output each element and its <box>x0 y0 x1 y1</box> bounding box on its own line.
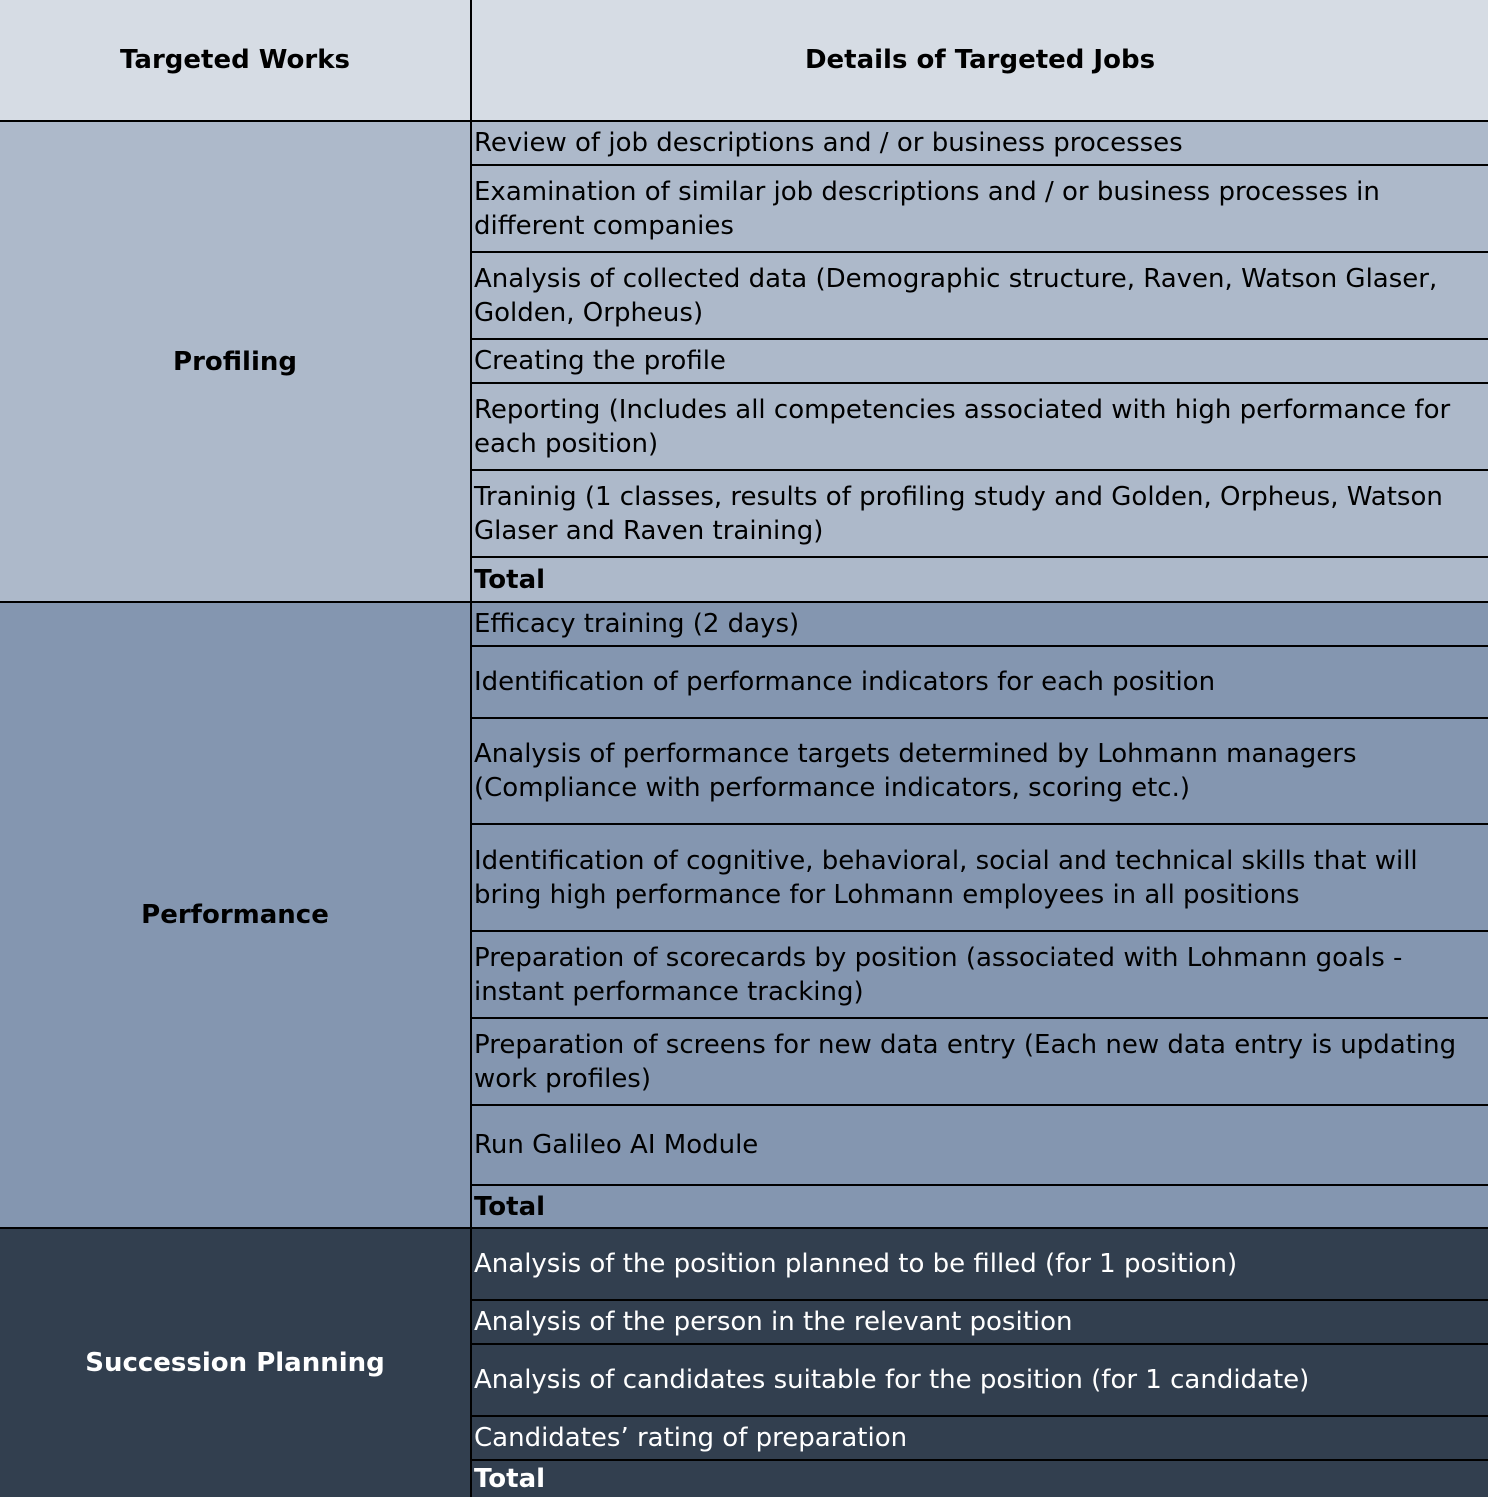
table-row: Analysis of candidates suitable for the position (for 1 candidate) <box>472 1345 1488 1417</box>
total-row: Total <box>474 1464 546 1494</box>
total-row: Total <box>474 1191 546 1222</box>
table-row: Identification of cognitive, behavioral, social and technical skills that will bring high performance for Lohmann employees in all positions <box>472 825 1488 932</box>
table-row: Analysis of the person in the relevant position <box>472 1301 1488 1345</box>
total-row: Total <box>474 564 546 595</box>
table-row: Examination of similar job descriptions and / or business processes in different companies <box>472 166 1488 253</box>
group-performance <box>0 603 1488 1229</box>
table-row: Analysis of the position planned to be filled (for 1 position) <box>472 1229 1488 1301</box>
header-details: Details of Targeted Jobs <box>804 45 1156 75</box>
group-label-profiling: Profiling <box>0 122 472 601</box>
table-row: Identification of performance indicators for each position <box>472 647 1488 719</box>
group-succession-planning <box>0 1229 1488 1497</box>
table-header <box>0 0 1488 122</box>
table-row: Traninig (1 classes, results of profiling study and Golden, Orpheus, Watson Glaser and Raven training) <box>472 471 1488 558</box>
table-row: Preparation of screens for new data entry (Each new data entry is updating work profiles) <box>472 1019 1488 1106</box>
header-targeted-works: Targeted Works <box>0 0 472 120</box>
table-row: Review of job descriptions and / or business processes <box>472 122 1488 166</box>
table-row: Analysis of collected data (Demographic structure, Raven, Watson Glaser, Golden, Orpheus) <box>472 253 1488 340</box>
table-row: Preparation of scorecards by position (associated with Lohmann goals - instant performance tracking) <box>472 932 1488 1019</box>
table-row: Run Galileo AI Module <box>472 1106 1488 1186</box>
table-row: Candidates’ rating of preparation <box>472 1417 1488 1461</box>
table-row: Efficacy training (2 days) <box>472 603 1488 647</box>
table-row: Reporting (Includes all competencies associated with high performance for each position) <box>472 384 1488 471</box>
group-profiling <box>0 122 1488 603</box>
table-row: Creating the profile <box>472 340 1488 384</box>
group-label-performance: Performance <box>0 603 472 1227</box>
table-row: Analysis of performance targets determined by Lohmann managers (Compliance with performance indicators, scoring etc.) <box>472 719 1488 825</box>
group-label-succession-planning: Succession Planning <box>0 1229 472 1497</box>
